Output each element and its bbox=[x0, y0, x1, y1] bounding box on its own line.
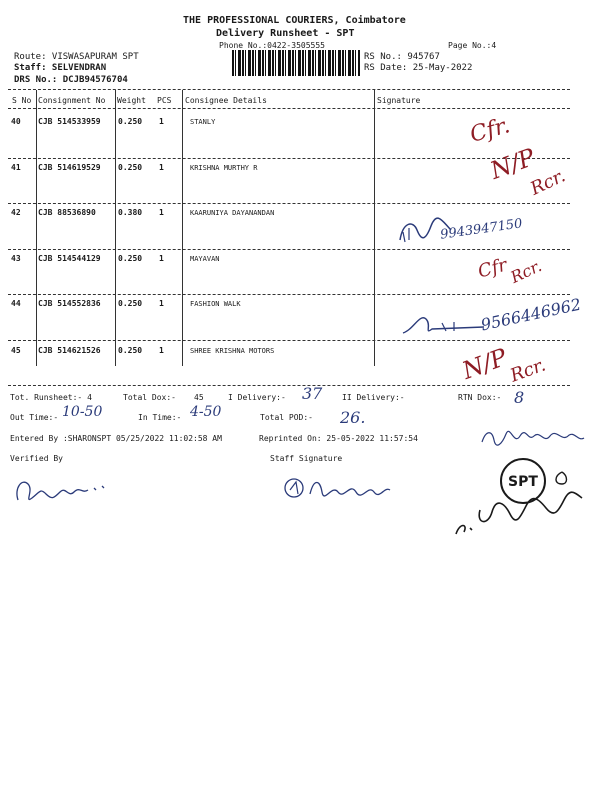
row-pcs: 1 bbox=[159, 346, 164, 355]
row-weight: 0.250 bbox=[118, 299, 143, 308]
handwritten-initials: Cfr bbox=[475, 254, 510, 283]
row-sno: 42 bbox=[11, 208, 21, 217]
row-sno: 44 bbox=[11, 299, 21, 308]
row-sno: 41 bbox=[11, 163, 21, 172]
table-bottom-rule bbox=[8, 385, 570, 386]
route: Route: VISWASAPURAM SPT bbox=[14, 52, 139, 62]
row-consignee: KAARUNIYA DAYANANDAN bbox=[190, 209, 275, 217]
handwritten-np-row41: N/P bbox=[486, 143, 539, 185]
total-dox-label: Total Dox:- bbox=[123, 393, 176, 402]
page-number: Page No.:4 bbox=[448, 41, 497, 50]
row-pcs: 1 bbox=[159, 117, 164, 126]
row-consignment: CJB 88536890 bbox=[38, 208, 96, 217]
company-name: THE PROFESSIONAL COURIERS, Coimbatore bbox=[183, 15, 406, 26]
row-weight: 0.250 bbox=[118, 163, 143, 172]
i-delivery-label: I Delivery:- bbox=[228, 393, 286, 402]
handwritten-rtn-dox: 8 bbox=[514, 388, 525, 407]
row-consignee: FASHION WALK bbox=[190, 300, 241, 308]
row-pcs: 1 bbox=[159, 208, 164, 217]
row-weight: 0.380 bbox=[118, 208, 143, 217]
row-consignment: CJB 514544129 bbox=[38, 254, 101, 263]
col-header-weight: Weight bbox=[117, 96, 146, 105]
rs-number: RS No.: 945767 bbox=[364, 52, 440, 62]
row-rule bbox=[8, 249, 570, 250]
signature-row44 bbox=[398, 305, 488, 340]
row-consignee: STANLY bbox=[190, 118, 216, 126]
out-time-label: Out Time:- bbox=[10, 413, 59, 422]
staff-signature-label: Staff Signature bbox=[270, 454, 343, 463]
signature-receiver bbox=[450, 462, 590, 542]
staff-name: Staff: SELVENDRAN bbox=[14, 63, 107, 73]
row-sno: 40 bbox=[11, 117, 21, 126]
row-consignment: CJB 514552836 bbox=[38, 299, 101, 308]
phone-number: Phone No.:0422-3505555 bbox=[219, 41, 325, 50]
row-weight: 0.250 bbox=[118, 346, 143, 355]
handwritten-initials: Rcr. bbox=[507, 354, 549, 387]
total-pod-label: Total POD:- bbox=[260, 413, 313, 422]
entered-by: Entered By :SHARONSPT 05/25/2022 11:02:58 AM bbox=[10, 434, 222, 443]
row-consignment: CJB 514533959 bbox=[38, 117, 101, 126]
table-header-rule bbox=[8, 108, 570, 109]
row-pcs: 1 bbox=[159, 254, 164, 263]
total-dox-value: 45 bbox=[194, 393, 204, 402]
row-consignment: CJB 514619529 bbox=[38, 163, 101, 172]
row-rule bbox=[8, 294, 570, 295]
handwritten-initials: Rcr. bbox=[507, 256, 545, 287]
row-pcs: 1 bbox=[159, 163, 164, 172]
row-weight: 0.250 bbox=[118, 254, 143, 263]
col-divider bbox=[374, 90, 375, 366]
barcode bbox=[232, 50, 360, 76]
handwritten-initials: Cfr. bbox=[467, 113, 513, 148]
handwritten-initials: Rcr. bbox=[527, 165, 569, 200]
col-divider bbox=[36, 90, 37, 366]
in-time-label: In Time:- bbox=[138, 413, 182, 422]
col-header-pcs: PCS bbox=[157, 96, 172, 105]
col-header-signature: Signature bbox=[377, 96, 421, 105]
stamp-text: SPT bbox=[508, 474, 538, 490]
row-sno: 45 bbox=[11, 346, 21, 355]
row-consignee: SHREE KRISHNA MOTORS bbox=[190, 347, 275, 355]
reprinted-on: Reprinted On: 25-05-2022 11:57:54 bbox=[259, 434, 418, 443]
rtn-dox-label: RTN Dox:- bbox=[458, 393, 502, 402]
col-header-consignee: Consignee Details bbox=[185, 96, 267, 105]
signature-staff bbox=[280, 472, 395, 504]
row-rule bbox=[8, 203, 570, 204]
col-header-sno: S No bbox=[12, 96, 32, 105]
row-consignee: MAYAVAN bbox=[190, 255, 220, 263]
handwritten-i-delivery: 37 bbox=[302, 384, 323, 403]
col-header-consignment: Consignment No bbox=[38, 96, 106, 105]
handwritten-np-row45: N/P bbox=[458, 343, 511, 385]
row-sno: 43 bbox=[11, 254, 21, 263]
handwritten-phone-row44: 9566446962 bbox=[479, 294, 583, 335]
signature-verifier bbox=[10, 470, 110, 510]
signature-tamil-name bbox=[478, 424, 588, 450]
row-rule bbox=[8, 340, 570, 341]
col-divider bbox=[182, 90, 183, 366]
handwritten-out-time: 10-50 bbox=[62, 404, 103, 420]
row-consignee: KRISHNA MURTHY R bbox=[190, 164, 258, 172]
table-top-rule bbox=[8, 89, 570, 90]
rs-date: RS Date: 25-May-2022 bbox=[364, 63, 473, 73]
row-pcs: 1 bbox=[159, 299, 164, 308]
handwritten-total-pod: 26. bbox=[340, 408, 366, 427]
row-weight: 0.250 bbox=[118, 117, 143, 126]
col-divider bbox=[115, 90, 116, 366]
ii-delivery-label: II Delivery:- bbox=[342, 393, 405, 402]
drs-number: DRS No.: DCJB94576704 bbox=[14, 75, 128, 85]
runsheet-title: Delivery Runsheet - SPT bbox=[216, 28, 355, 39]
tot-runsheet: Tot. Runsheet:- 4 bbox=[10, 393, 92, 402]
verified-by-label: Verified By bbox=[10, 454, 63, 463]
handwritten-phone-row42: 9943947150 bbox=[439, 216, 524, 243]
row-consignment: CJB 514621526 bbox=[38, 346, 101, 355]
handwritten-in-time: 4-50 bbox=[190, 404, 222, 420]
